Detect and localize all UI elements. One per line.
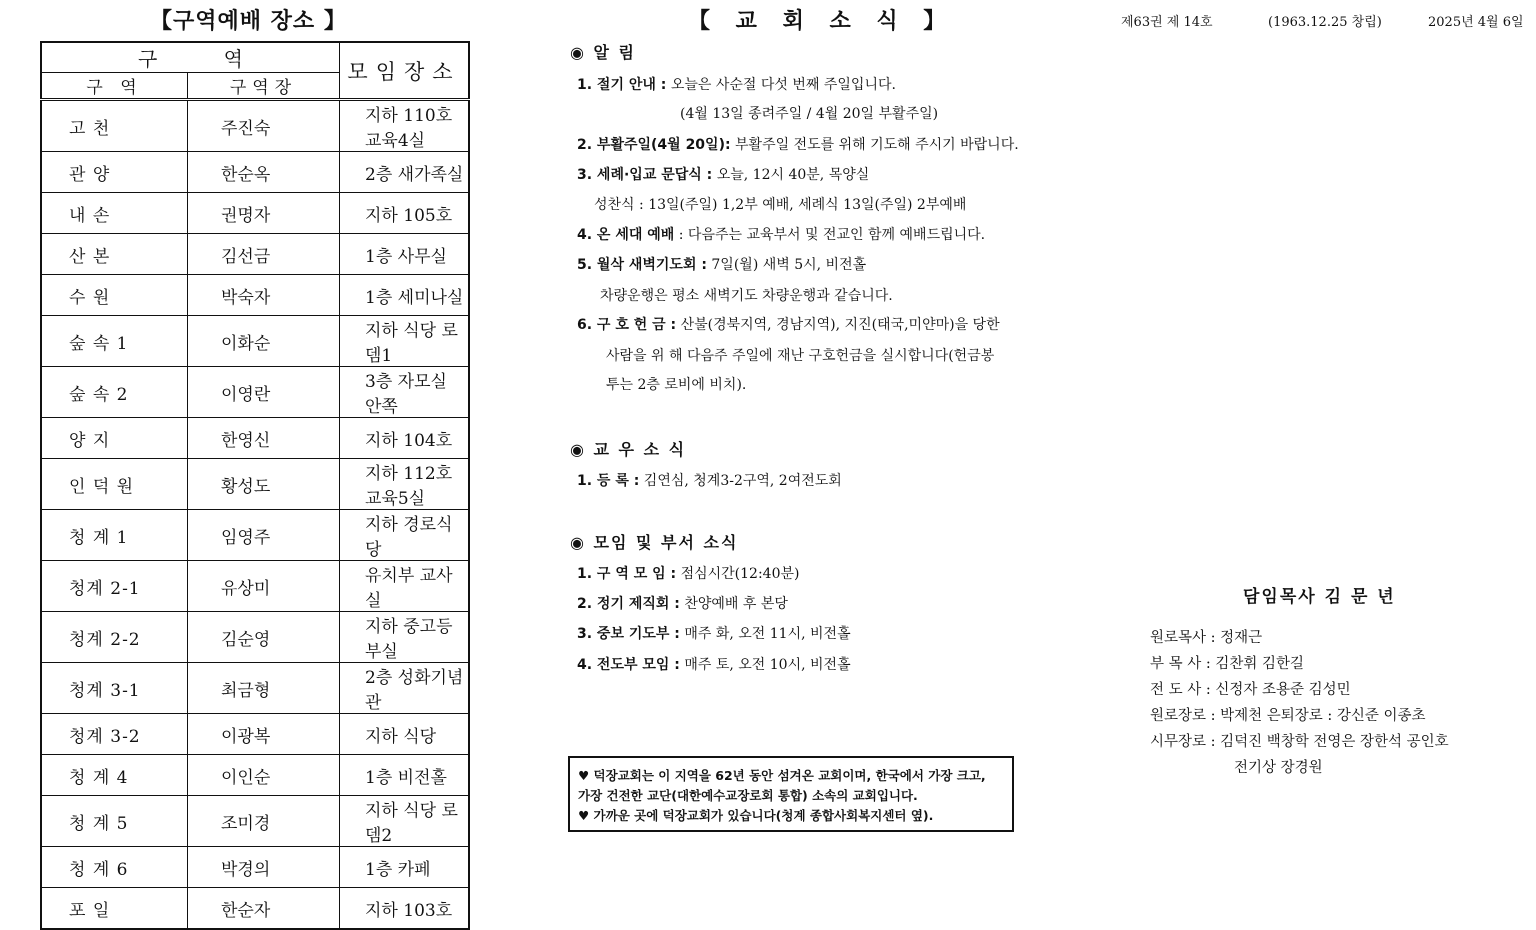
zone-name-cell: 청 계 6 bbox=[41, 847, 188, 888]
notice-6: 6. 구 호 헌 금 : 산불(경북지역, 경남지역), 지진(태국,미얀마)을 당한 bbox=[577, 317, 1000, 333]
zone-leader-cell: 한영신 bbox=[188, 418, 340, 459]
notice-box-line-2: 가장 건전한 교단(대한예수교장로회 통합) 소속의 교회입니다. bbox=[578, 788, 918, 803]
zone-place-cell: 지하 식당 로뎀1 bbox=[340, 316, 470, 367]
zone-leader-cell: 박숙자 bbox=[188, 275, 340, 316]
zone-place-cell: 3층 자모실 안쪽 bbox=[340, 367, 470, 418]
zone-name-cell: 양 지 bbox=[41, 418, 188, 459]
notice-6-sub1: 사람을 위 해 다음주 주일에 재난 구호헌금을 실시합니다(헌금봉 bbox=[606, 348, 995, 364]
zone-leader-cell: 한순자 bbox=[188, 888, 340, 930]
zone-name-cell: 청 계 4 bbox=[41, 755, 188, 796]
zone-place-table bbox=[40, 41, 470, 930]
table-row bbox=[41, 316, 469, 367]
zone-leader-cell: 조미경 bbox=[188, 796, 340, 847]
table-row bbox=[41, 367, 469, 418]
notice-2: 2. 부활주일(4월 20일): 부활주일 전도를 위해 기도해 주시기 바랍니다. bbox=[577, 137, 1019, 153]
zone-worship-title: 【구역예배 장소 】 bbox=[150, 9, 347, 34]
church-news-title: 【 교 회 소 식 】 bbox=[688, 9, 955, 34]
table-row bbox=[41, 561, 469, 612]
zone-name-cell: 산 본 bbox=[41, 234, 188, 275]
issue-date: 2025년 4월 6일 bbox=[1428, 15, 1524, 30]
zone-name-cell: 숲 속 2 bbox=[41, 367, 188, 418]
header-group: 구 역 bbox=[41, 42, 340, 73]
zone-leader-cell: 주진숙 bbox=[188, 100, 340, 152]
zone-place-cell: 지하 103호 bbox=[340, 888, 470, 930]
table-row bbox=[41, 100, 469, 152]
staff-line-3: 전 도 사 : 신정자 조용준 김성민 bbox=[1150, 682, 1351, 698]
header-leader: 구역장 bbox=[188, 73, 340, 100]
group-2: 2. 정기 제직회 : 찬양예배 후 본당 bbox=[577, 596, 788, 612]
table-row bbox=[41, 459, 469, 510]
table-row bbox=[41, 796, 469, 847]
zone-leader-cell: 박경의 bbox=[188, 847, 340, 888]
notice-3-sub: 성찬식 : 13일(주일) 1,2부 예배, 세례식 13일(주일) 2부예배 bbox=[594, 197, 967, 213]
zone-name-cell: 인 덕 원 bbox=[41, 459, 188, 510]
zone-name-cell: 고 천 bbox=[41, 100, 188, 152]
senior-pastor: 담임목사 김 문 년 bbox=[1243, 587, 1396, 607]
zone-place-cell: 1층 세미나실 bbox=[340, 275, 470, 316]
volume-number: 제63권 제 14호 bbox=[1121, 15, 1213, 30]
zone-leader-cell: 한순옥 bbox=[188, 152, 340, 193]
group-3: 3. 중보 기도부 : 매주 화, 오전 11시, 비전홀 bbox=[577, 626, 851, 642]
group-1: 1. 구 역 모 임 : 점심시간(12:40분) bbox=[577, 566, 800, 582]
notice-1-sub: (4월 13일 종려주일 / 4월 20일 부활주일) bbox=[680, 106, 939, 122]
notice-3: 3. 세례·입교 문답식 : 오늘, 12시 40분, 목양실 bbox=[577, 167, 870, 183]
table-row bbox=[41, 418, 469, 459]
church-notice-box bbox=[568, 756, 1014, 832]
table-row bbox=[41, 755, 469, 796]
zone-place-cell: 지하 112호 교육5실 bbox=[340, 459, 470, 510]
notice-box-line-1: ♥ 덕장교회는 이 지역을 62년 동안 섬겨온 교회이며, 한국에서 가장 크고, bbox=[578, 768, 986, 783]
zone-rows bbox=[41, 100, 469, 930]
zone-leader-cell: 이광복 bbox=[188, 714, 340, 755]
zone-leader-cell: 유상미 bbox=[188, 561, 340, 612]
zone-leader-cell: 이인순 bbox=[188, 755, 340, 796]
zone-leader-cell: 이화순 bbox=[188, 316, 340, 367]
notice-box-line-3: ♥ 가까운 곳에 덕장교회가 있습니다(청계 종합사회복지센터 옆). bbox=[578, 808, 934, 823]
table-row bbox=[41, 663, 469, 714]
zone-place-cell: 지하 식당 로뎀2 bbox=[340, 796, 470, 847]
table-row bbox=[41, 510, 469, 561]
staff-line-2: 부 목 사 : 김찬휘 김한길 bbox=[1150, 656, 1304, 672]
zone-place-cell: 2층 새가족실 bbox=[340, 152, 470, 193]
zone-place-cell: 2층 성화기념관 bbox=[340, 663, 470, 714]
staff-line-6: 전기상 장경원 bbox=[1234, 760, 1323, 776]
zone-leader-cell: 임영주 bbox=[188, 510, 340, 561]
header-place: 모임장소 bbox=[340, 42, 470, 100]
table-row bbox=[41, 888, 469, 930]
notice-4: 4. 온 세대 예배 : 다음주는 교육부서 및 전교인 함께 예배드립니다. bbox=[577, 227, 986, 243]
zone-leader-cell: 최금형 bbox=[188, 663, 340, 714]
zone-name-cell: 청 계 5 bbox=[41, 796, 188, 847]
staff-line-5: 시무장로 : 김덕진 백창학 전영은 장한석 공인호 bbox=[1150, 734, 1449, 750]
zone-name-cell: 청계 3-2 bbox=[41, 714, 188, 755]
zone-name-cell: 숲 속 1 bbox=[41, 316, 188, 367]
staff-line-1: 원로목사 : 정재근 bbox=[1150, 630, 1263, 646]
staff-line-4: 원로장로 : 박제천 은퇴장로 : 강신준 이종초 bbox=[1150, 708, 1426, 724]
notice-6-sub2: 투는 2층 로비에 비치). bbox=[606, 377, 747, 393]
zone-name-cell: 포 일 bbox=[41, 888, 188, 930]
zone-name-cell: 내 손 bbox=[41, 193, 188, 234]
header-zone: 구 역 bbox=[41, 73, 188, 100]
zone-place-cell: 지하 104호 bbox=[340, 418, 470, 459]
zone-place-cell: 1층 비전홀 bbox=[340, 755, 470, 796]
zone-place-cell: 1층 카페 bbox=[340, 847, 470, 888]
table-row bbox=[41, 612, 469, 663]
zone-name-cell: 관 양 bbox=[41, 152, 188, 193]
notice-5-sub: 차량운행은 평소 새벽기도 차량운행과 같습니다. bbox=[600, 288, 893, 304]
section-group-news: ◉ 모임 및 부서 소식 bbox=[570, 533, 739, 552]
notice-1: 1. 절기 안내 : 오늘은 사순절 다섯 번째 주일입니다. bbox=[577, 77, 896, 93]
section-notice: ◉ 알 림 bbox=[570, 43, 637, 62]
zone-leader-cell: 김순영 bbox=[188, 612, 340, 663]
table-row bbox=[41, 234, 469, 275]
zone-place-cell: 지하 중고등부실 bbox=[340, 612, 470, 663]
zone-place-cell: 지하 식당 bbox=[340, 714, 470, 755]
table-row bbox=[41, 714, 469, 755]
zone-leader-cell: 권명자 bbox=[188, 193, 340, 234]
table-row bbox=[41, 847, 469, 888]
section-member-news: ◉ 교 우 소 식 bbox=[570, 440, 687, 459]
zone-name-cell: 청계 2-1 bbox=[41, 561, 188, 612]
table-row bbox=[41, 193, 469, 234]
table-row bbox=[41, 275, 469, 316]
zone-place-cell: 지하 105호 bbox=[340, 193, 470, 234]
founded-date: (1963.12.25 창립) bbox=[1268, 15, 1382, 30]
notice-5: 5. 월삭 새벽기도회 : 7일(월) 새벽 5시, 비전홀 bbox=[577, 257, 867, 273]
group-4: 4. 전도부 모임 : 매주 토, 오전 10시, 비전홀 bbox=[577, 657, 851, 673]
zone-leader-cell: 이영란 bbox=[188, 367, 340, 418]
zone-place-cell: 지하 110호 교육4실 bbox=[340, 100, 470, 152]
zone-leader-cell: 황성도 bbox=[188, 459, 340, 510]
zone-name-cell: 청계 3-1 bbox=[41, 663, 188, 714]
zone-name-cell: 청 계 1 bbox=[41, 510, 188, 561]
zone-leader-cell: 김선금 bbox=[188, 234, 340, 275]
member-1: 1. 등 록 : 김연심, 청계3-2구역, 2여전도회 bbox=[577, 473, 842, 489]
zone-place-cell: 1층 사무실 bbox=[340, 234, 470, 275]
zone-name-cell: 수 원 bbox=[41, 275, 188, 316]
zone-place-cell: 지하 경로식당 bbox=[340, 510, 470, 561]
zone-name-cell: 청계 2-2 bbox=[41, 612, 188, 663]
zone-place-cell: 유치부 교사실 bbox=[340, 561, 470, 612]
table-row bbox=[41, 152, 469, 193]
